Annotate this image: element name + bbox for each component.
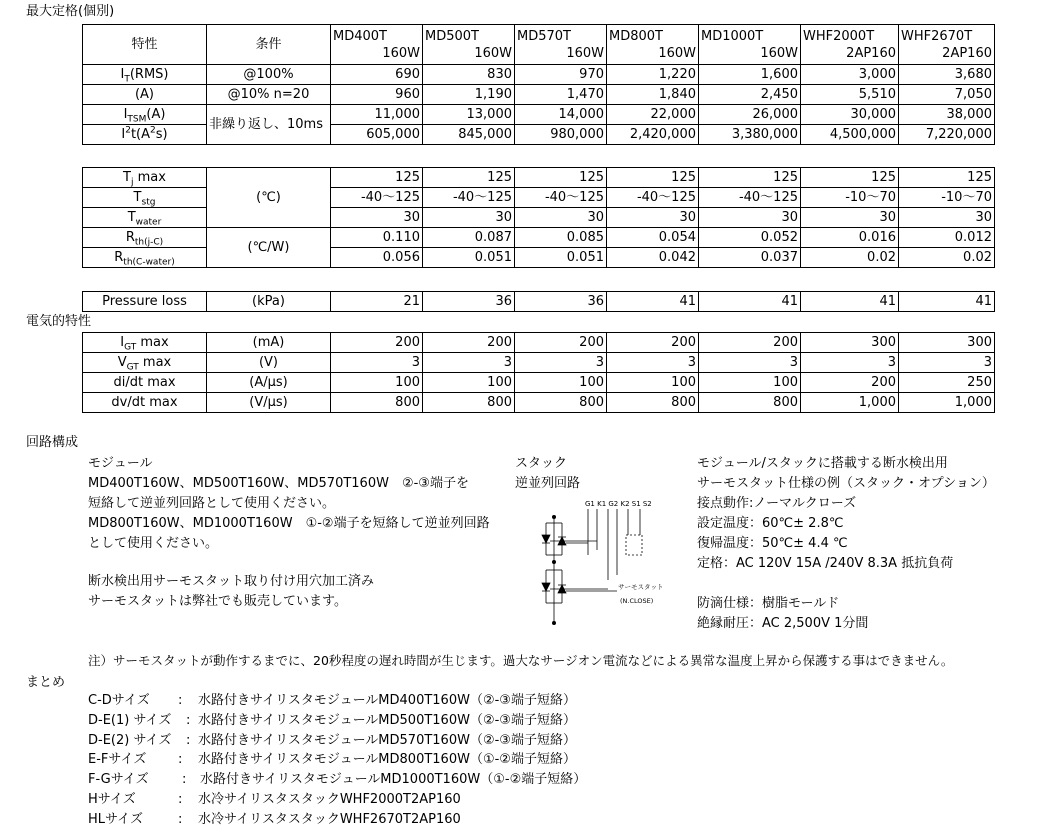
thermo-line: 断水検出用サーモスタット取り付け用穴加工済み — [88, 574, 375, 589]
thermo-spec-line: サーモスタット仕様の例（スタック・オプション） — [697, 476, 995, 491]
cell: 125 — [515, 168, 607, 188]
cell: 3,680 — [899, 65, 995, 85]
module-line: MD800T160W、MD1000T160W ①-②端子を短絡して逆並列回路 — [88, 516, 490, 531]
cell: 200 — [331, 333, 423, 353]
section-title-max-ratings: 最大定格(個別) — [26, 4, 115, 19]
cell: 11,000 — [331, 105, 423, 125]
cell: 26,000 — [699, 105, 801, 125]
cell: 30 — [423, 208, 515, 228]
cell: 36 — [515, 292, 607, 312]
label-tj: $T_j$ max — [83, 168, 207, 188]
section-title-circuit: 回路構成 — [26, 435, 79, 450]
cell: 300 — [801, 333, 899, 353]
cell: 0.052 — [699, 228, 801, 248]
summary-desc: 水路付きサイリスタモジュールMD1000T160W（①-②端子短絡） — [200, 772, 587, 787]
cell: 1,840 — [607, 85, 699, 105]
thermo-spec-line: 接点動作:ノーマルクローズ — [697, 496, 857, 511]
label-twater: $T_{water}$ — [83, 208, 207, 228]
cell: 605,000 — [331, 125, 423, 145]
cell: 125 — [801, 168, 899, 188]
header-model: WHF2000T 2AP160 — [801, 25, 899, 65]
summary-size: Hサイズ — [88, 792, 136, 807]
label-dvdt: dv/dt max — [83, 393, 207, 413]
summary-colon: : — [178, 812, 183, 827]
label-pressure-loss: Pressure loss — [83, 292, 207, 312]
cell: 30 — [699, 208, 801, 228]
cell: 41 — [801, 292, 899, 312]
cell: 0.02 — [899, 248, 995, 268]
summary-colon: : — [186, 733, 191, 748]
cell: 960 — [331, 85, 423, 105]
cell: 250 — [899, 373, 995, 393]
label-itsm: $I_{TSM}(A)$ — [83, 105, 207, 125]
cell: 100 — [423, 373, 515, 393]
cell: 980,000 — [515, 125, 607, 145]
cell: 41 — [607, 292, 699, 312]
summary-desc: 水冷サイリスタスタックWHF2000T2AP160 — [198, 792, 461, 807]
cond-10: @10% n=20 — [207, 85, 331, 105]
header-model: MD570T 160W — [515, 25, 607, 65]
summary-colon: : — [178, 792, 183, 807]
label-igt: $I_{GT}$ max — [83, 333, 207, 353]
header-condition: 条件 — [207, 25, 331, 65]
terminal-labels: G1 K1 G2 K2 S1 S2 — [585, 500, 652, 508]
cell: 3 — [899, 353, 995, 373]
cell: 36 — [423, 292, 515, 312]
cell: -40～125 — [331, 188, 423, 208]
cell: 41 — [699, 292, 801, 312]
cell: 125 — [423, 168, 515, 188]
cell: 200 — [515, 333, 607, 353]
label-a: (A) — [83, 85, 207, 105]
cell: 200 — [801, 373, 899, 393]
cell: 5,510 — [801, 85, 899, 105]
cell: 100 — [699, 373, 801, 393]
module-line: として使用ください。 — [88, 536, 219, 551]
cell: 0.054 — [607, 228, 699, 248]
module-line: 短絡して逆並列回路として使用ください。 — [88, 496, 336, 511]
cell: 1,220 — [607, 65, 699, 85]
unit-v: (V) — [207, 353, 331, 373]
cond-rth: (℃/W) — [207, 228, 331, 268]
cell: 30 — [331, 208, 423, 228]
summary-desc: 水路付きサイリスタモジュールMD400T160W（②-③端子短絡） — [198, 693, 576, 708]
cell: 0.042 — [607, 248, 699, 268]
cell: 800 — [331, 393, 423, 413]
cell: 830 — [423, 65, 515, 85]
cell: 0.037 — [699, 248, 801, 268]
cell: 300 — [899, 333, 995, 353]
cell: 0.012 — [899, 228, 995, 248]
note-text: 注）サーモスタットが動作するまでに、20秒程度の遅れ時間が生じます。過大なサージオン電流などによる異常な温度上昇から保護する事はできません。 — [88, 653, 954, 668]
section-title-electrical: 電気的特性 — [26, 314, 92, 329]
cell: 3,000 — [801, 65, 899, 85]
cell: 3,380,000 — [699, 125, 801, 145]
cell: 13,000 — [423, 105, 515, 125]
nclose-label: (N.CLOSE) — [620, 597, 654, 605]
label-it-rms: $I_T(RMS)$ — [83, 65, 207, 85]
cell: -40～125 — [607, 188, 699, 208]
cell: 41 — [899, 292, 995, 312]
label-i2t: $I^2t(A^2s)$ — [83, 125, 207, 145]
cell: 14,000 — [515, 105, 607, 125]
summary-desc: 水路付きサイリスタモジュールMD570T160W（②-③端子短絡） — [198, 733, 576, 748]
cell: 0.051 — [423, 248, 515, 268]
cell: 100 — [515, 373, 607, 393]
cell: 200 — [607, 333, 699, 353]
cell: 0.110 — [331, 228, 423, 248]
cell: 100 — [331, 373, 423, 393]
electrical-table — [82, 332, 995, 413]
module-line: MD400T160W、MD500T160W、MD570T160W ②-③端子を — [88, 476, 469, 491]
cell: 3 — [607, 353, 699, 373]
label-didt: di/dt max — [83, 373, 207, 393]
label-rth-cwater: $R_{th(C-water)}$ — [83, 248, 207, 268]
cell: 0.016 — [801, 228, 899, 248]
cell: 4,500,000 — [801, 125, 899, 145]
cell: 125 — [607, 168, 699, 188]
header-model: MD800T 160W — [607, 25, 699, 65]
stack-subtitle: 逆並列回路 — [515, 476, 581, 491]
cell: 0.085 — [515, 228, 607, 248]
summary-colon: : — [182, 772, 187, 787]
cell: 2,450 — [699, 85, 801, 105]
cell: 30 — [801, 208, 899, 228]
cell: 30 — [899, 208, 995, 228]
header-characteristic: 特性 — [83, 25, 207, 65]
thermo-line: サーモスタットは弊社でも販売しています。 — [88, 594, 347, 609]
summary-colon: : — [186, 713, 191, 728]
summary-colon: : — [178, 693, 183, 708]
summary-size: HLサイズ — [88, 812, 143, 827]
summary-desc: 水路付きサイリスタモジュールMD500T160W（②-③端子短絡） — [198, 713, 576, 728]
cell: 800 — [699, 393, 801, 413]
cell: -10～70 — [801, 188, 899, 208]
cond-100: @100% — [207, 65, 331, 85]
label-rth-jc: $R_{th(j-C)}$ — [83, 228, 207, 248]
cell: 1,600 — [699, 65, 801, 85]
cell: 30,000 — [801, 105, 899, 125]
cond-nonrepeat: 非繰り返し、10ms — [207, 105, 331, 145]
summary-desc: 水冷サイリスタスタックWHF2670T2AP160 — [198, 812, 461, 827]
thermostat-label: サーモスタット — [618, 583, 664, 591]
cell: 2,420,000 — [607, 125, 699, 145]
cell: -40～125 — [515, 188, 607, 208]
cell: 0.056 — [331, 248, 423, 268]
cell: -40～125 — [423, 188, 515, 208]
label-vgt: $V_{GT}$ max — [83, 353, 207, 373]
summary-size: D-E(1) サイズ — [88, 713, 172, 728]
cell: 38,000 — [899, 105, 995, 125]
cell: 3 — [423, 353, 515, 373]
cell: 21 — [331, 292, 423, 312]
cell: 0.087 — [423, 228, 515, 248]
stack-title: スタック — [515, 456, 568, 471]
cell: 800 — [607, 393, 699, 413]
cell: 7,220,000 — [899, 125, 995, 145]
summary-size: C-Dサイズ — [88, 693, 150, 708]
cell: 845,000 — [423, 125, 515, 145]
thermo-spec-line: 設定温度：60℃± 2.8℃ — [697, 516, 844, 531]
cell: 30 — [515, 208, 607, 228]
cell: 100 — [607, 373, 699, 393]
thermo-spec-line: 絶縁耐圧：AC 2,500V 1分間 — [697, 616, 869, 631]
cell: 3 — [515, 353, 607, 373]
cell: -10～70 — [899, 188, 995, 208]
cell: -40～125 — [699, 188, 801, 208]
pressure-table — [82, 291, 995, 312]
header-model: MD500T 160W — [423, 25, 515, 65]
thermo-spec-line: 防滴仕様：樹脂モールド — [697, 596, 840, 611]
cell: 125 — [331, 168, 423, 188]
header-model: MD400T 160W — [331, 25, 423, 65]
cell: 970 — [515, 65, 607, 85]
circuit-diagram — [540, 495, 665, 630]
unit-ma: (mA) — [207, 333, 331, 353]
unit-kpa: (kPa) — [207, 292, 331, 312]
summary-size: E-Fサイズ — [88, 752, 147, 767]
summary-size: D-E(2) サイズ — [88, 733, 172, 748]
cell: 800 — [423, 393, 515, 413]
cell: 125 — [899, 168, 995, 188]
unit-aus: (A/μs) — [207, 373, 331, 393]
unit-vus: (V/μs) — [207, 393, 331, 413]
cell: 1,470 — [515, 85, 607, 105]
cell: 30 — [607, 208, 699, 228]
cell: 0.02 — [801, 248, 899, 268]
cell: 1,000 — [801, 393, 899, 413]
cond-temp: (℃) — [207, 168, 331, 228]
cell: 3 — [699, 353, 801, 373]
thermo-spec-line: モジュール/スタックに搭載する断水検出用 — [697, 456, 948, 471]
module-title: モジュール — [88, 456, 153, 471]
max-ratings-table — [82, 24, 995, 145]
header-model: MD1000T 160W — [699, 25, 801, 65]
thermo-spec-line: 定格：AC 120V 15A /240V 8.3A 抵抗負荷 — [697, 556, 954, 571]
header-model: WHF2670T 2AP160 — [899, 25, 995, 65]
cell: 1,190 — [423, 85, 515, 105]
cell: 0.051 — [515, 248, 607, 268]
thermo-spec-line: 復帰温度：50℃± 4.4 ℃ — [697, 536, 848, 551]
cell: 1,000 — [899, 393, 995, 413]
summary-colon: : — [178, 752, 183, 767]
cell: 7,050 — [899, 85, 995, 105]
cell: 3 — [801, 353, 899, 373]
cell: 125 — [699, 168, 801, 188]
summary-desc: 水路付きサイリスタモジュールMD800T160W（①-②端子短絡） — [198, 752, 576, 767]
label-tstg: $T_{stg}$ — [83, 188, 207, 208]
cell: 200 — [423, 333, 515, 353]
thermal-table — [82, 167, 995, 268]
cell: 22,000 — [607, 105, 699, 125]
cell: 690 — [331, 65, 423, 85]
cell: 800 — [515, 393, 607, 413]
summary-size: F-Gサイズ — [88, 772, 149, 787]
cell: 3 — [331, 353, 423, 373]
section-title-summary: まとめ — [26, 675, 66, 690]
cell: 200 — [699, 333, 801, 353]
